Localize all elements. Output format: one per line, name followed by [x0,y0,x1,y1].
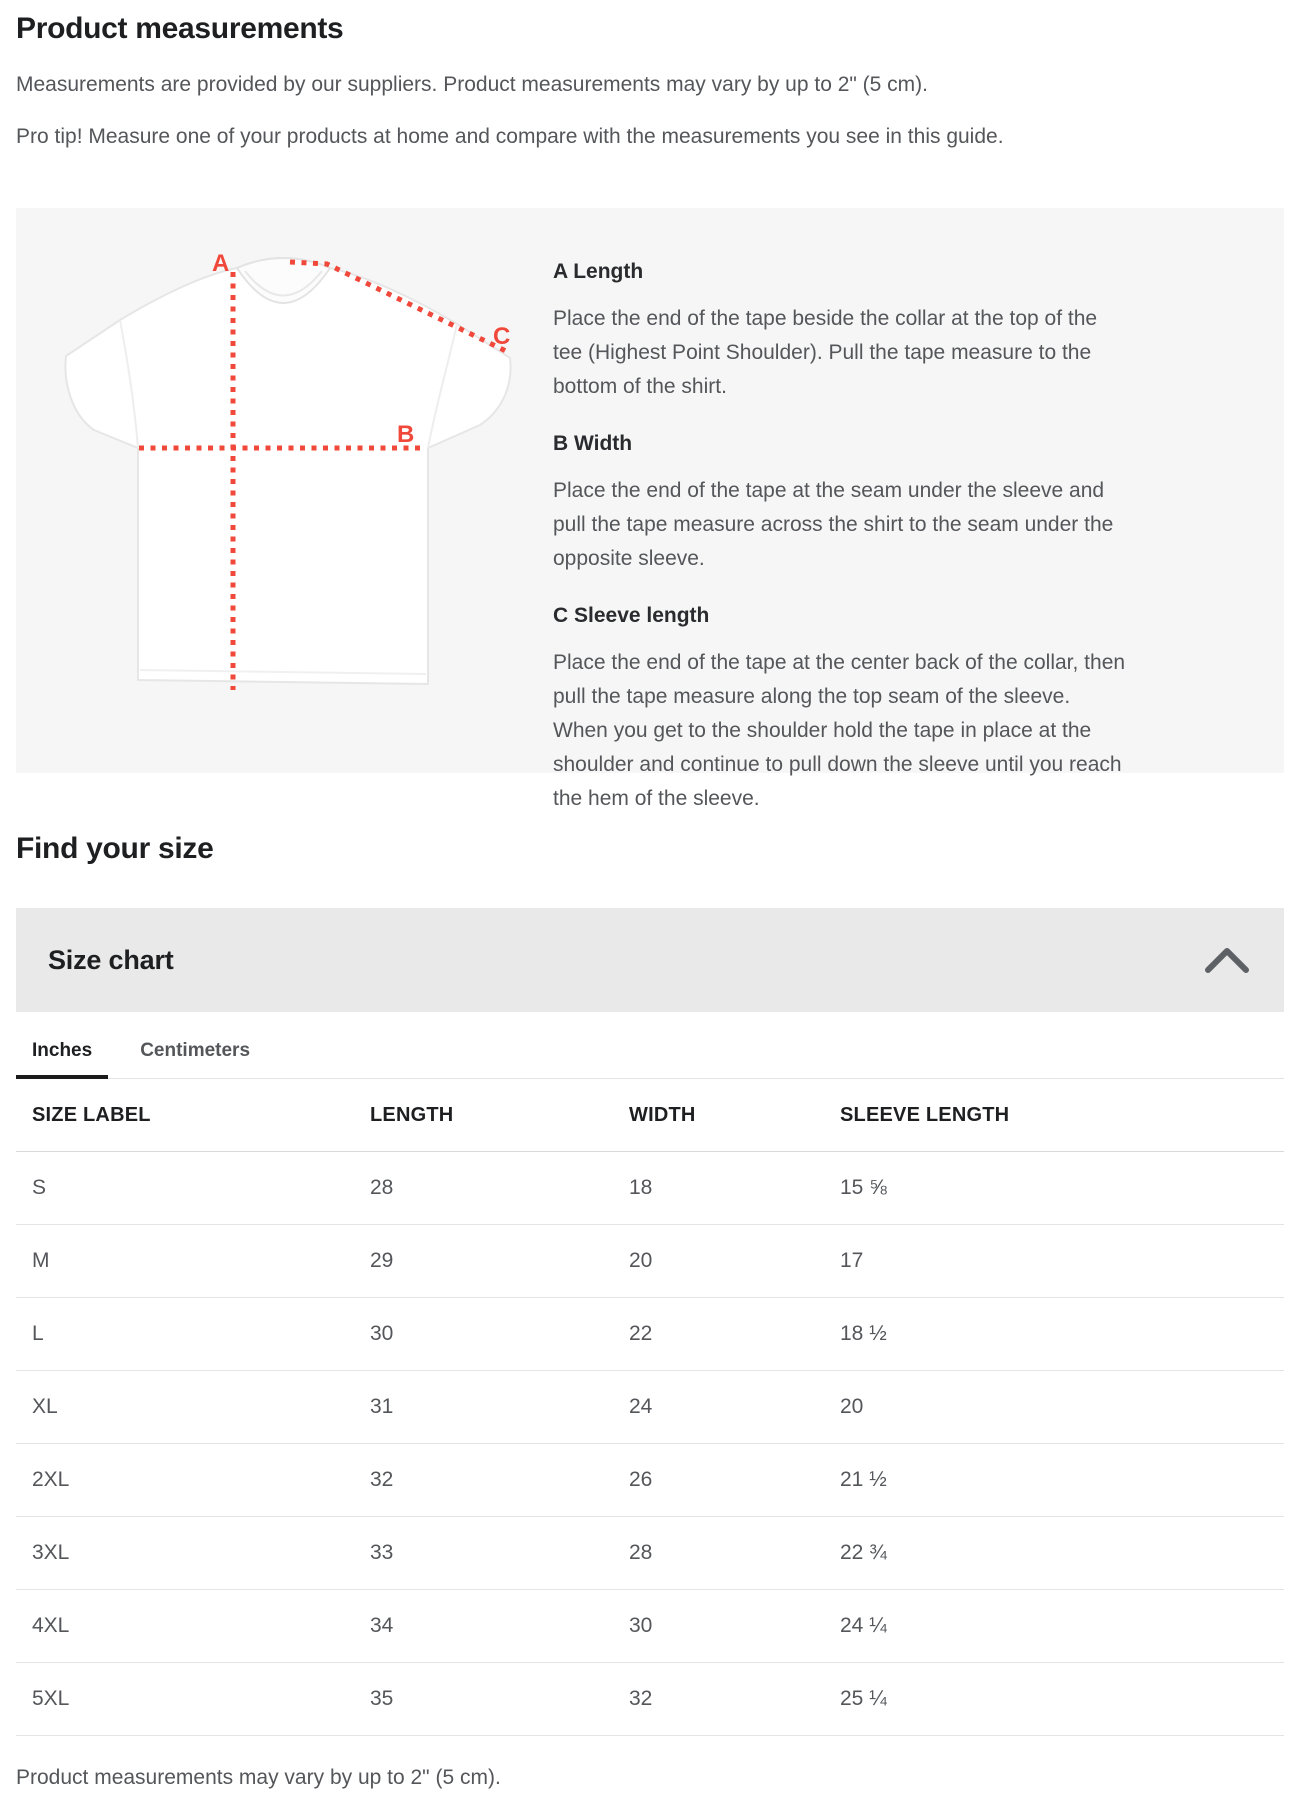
tab-inches[interactable]: Inches [16,1026,108,1078]
cell-width: 28 [613,1517,824,1590]
cell-width: 24 [613,1371,824,1444]
cell-length: 29 [354,1225,613,1298]
table-row [16,1663,1284,1736]
table-row [16,1298,1284,1371]
cell-length: 28 [354,1152,613,1225]
cell-sleeve-length: 20 [824,1371,1284,1444]
cell-size-label: 2XL [16,1444,354,1517]
cell-width: 26 [613,1444,824,1517]
cell-sleeve-length: 25 ¼ [824,1663,1284,1736]
column-header-length: LENGTH [354,1079,613,1152]
cell-sleeve-length: 18 ½ [824,1298,1284,1371]
find-your-size-heading: Find your size [16,832,214,865]
page-title: Product measurements [16,12,344,45]
table-header-row [16,1079,1284,1152]
tshirt-diagram [16,208,553,773]
measurement-b-body: Place the end of the tape at the seam under the sleeve and pull the tape measure across the shirt to the seam under the opposite sleeve. [553,479,1114,570]
cell-size-label: 5XL [16,1663,354,1736]
cell-size-label: XL [16,1371,354,1444]
table-row [16,1517,1284,1590]
cell-size-label: M [16,1225,354,1298]
tshirt-outline [65,258,510,684]
table-row [16,1590,1284,1663]
cell-length: 30 [354,1298,613,1371]
measurement-a-heading: A Length [553,260,644,283]
column-header-width: WIDTH [613,1079,824,1152]
intro-paragraph: Measurements are provided by our suppliers. Product measurements may vary by up to 2" (5 cm). [16,73,929,96]
measurement-c-heading: C Sleeve length [553,604,710,627]
cell-size-label: 4XL [16,1590,354,1663]
cell-sleeve-length: 24 ¼ [824,1590,1284,1663]
cell-sleeve-length: 22 ¾ [824,1517,1284,1590]
measurement-label-a: A [212,250,230,277]
cell-sleeve-length: 17 [824,1225,1284,1298]
cell-length: 31 [354,1371,613,1444]
table-row [16,1225,1284,1298]
cell-length: 33 [354,1517,613,1590]
cell-width: 32 [613,1663,824,1736]
cell-size-label: 3XL [16,1517,354,1590]
unit-tabs [16,1026,1284,1079]
cell-width: 20 [613,1225,824,1298]
cell-width: 22 [613,1298,824,1371]
measurement-instructions [553,208,1284,810]
column-header-sleeve-length: SLEEVE LENGTH [824,1079,1284,1152]
table-row [16,1371,1284,1444]
size-chart-accordion-header[interactable] [16,908,1284,1012]
size-chart-title: Size chart [48,944,174,975]
pro-tip-paragraph: Pro tip! Measure one of your products at home and compare with the measurements you see in this guide. [16,125,1004,148]
measurement-b-heading: B Width [553,432,633,455]
cell-width: 30 [613,1590,824,1663]
footer-note: Product measurements may vary by up to 2" (5 cm). [16,1766,501,1789]
size-chart-table [16,1079,1284,1736]
tshirt-figure [16,208,553,773]
cell-size-label: L [16,1298,354,1371]
cell-sleeve-length: 15 ⅝ [824,1152,1284,1225]
tab-centimeters[interactable]: Centimeters [140,1040,251,1061]
cell-length: 35 [354,1663,613,1736]
table-row [16,1444,1284,1517]
column-header-size-label: SIZE LABEL [16,1079,354,1152]
chevron-up-icon [1204,963,1250,978]
cell-length: 32 [354,1444,613,1517]
collapse-button[interactable] [1204,945,1250,975]
measurement-label-c: C [493,323,511,350]
cell-size-label: S [16,1152,354,1225]
cell-width: 18 [613,1152,824,1225]
measurement-c-body: Place the end of the tape at the center back of the collar, then pull the tape measure along the top seam of the sleeve. When you get to the shoulder hold the tape in place at the shoulder and continue to pull down the sleeve until you reach the hem of the sleeve. [553,651,1126,810]
cell-length: 34 [354,1590,613,1663]
table-row [16,1152,1284,1225]
measurement-diagram-panel [16,208,1284,810]
measurement-a-body: Place the end of the tape beside the collar at the top of the tee (Highest Point Shoulder). Pull the tape measure to the bottom of the shirt. [553,307,1098,398]
cell-sleeve-length: 21 ½ [824,1444,1284,1517]
measurement-label-b: B [397,421,415,448]
